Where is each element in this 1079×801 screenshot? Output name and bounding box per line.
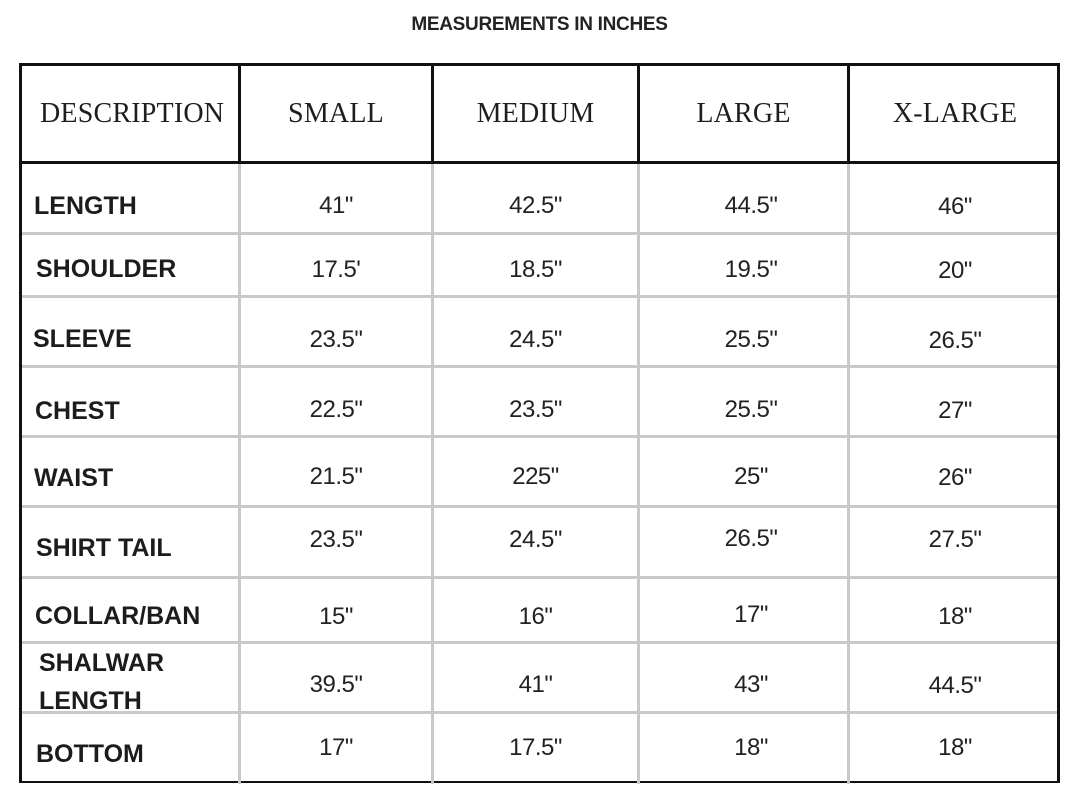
cell-collar-large: 17" xyxy=(734,601,768,628)
cell-shirt-tail-small: 23.5" xyxy=(309,526,363,553)
cell-collar-small: 15" xyxy=(319,603,353,630)
row-divider xyxy=(22,641,1057,644)
row-label-shalwar-length: LENGTH xyxy=(39,687,142,715)
cell-shalwar-x-large: 44.5" xyxy=(928,672,982,699)
cell-waist-large: 25" xyxy=(734,463,768,490)
row-label-chest: CHEST xyxy=(35,397,120,425)
cell-bottom-small: 17" xyxy=(319,734,353,761)
cell-shoulder-medium: 18.5" xyxy=(509,256,562,283)
cell-bottom-large: 18" xyxy=(734,734,768,761)
header-divider xyxy=(847,66,850,161)
column-header-medium: MEDIUM xyxy=(476,97,595,129)
cell-length-x-large: 46" xyxy=(938,193,972,220)
header-divider xyxy=(431,66,434,161)
row-label-sleeve: SLEEVE xyxy=(33,325,132,353)
cell-shalwar-medium: 41" xyxy=(518,671,553,698)
column-header-description: DESCRIPTION xyxy=(40,97,225,129)
cell-shirt-tail-medium: 24.5" xyxy=(509,526,562,553)
row-divider xyxy=(22,232,1057,235)
size-chart-table xyxy=(19,63,1060,783)
cell-collar-medium: 16" xyxy=(518,603,553,630)
cell-shirt-tail-large: 26.5" xyxy=(724,525,778,552)
column-header-large: LARGE xyxy=(696,97,791,129)
cell-sleeve-medium: 24.5" xyxy=(509,326,562,353)
column-header-small: SMALL xyxy=(288,97,384,129)
cell-length-medium: 42.5" xyxy=(509,192,562,219)
row-divider xyxy=(22,435,1057,438)
row-label-shirt-tail: SHIRT TAIL xyxy=(36,534,172,562)
cell-shirt-tail-x-large: 27.5" xyxy=(928,526,982,553)
header-divider xyxy=(238,66,241,161)
column-header-x-large: X-LARGE xyxy=(892,97,1018,129)
cell-waist-small: 21.5" xyxy=(309,463,363,490)
row-label-collar-ban: COLLAR/BAN xyxy=(35,602,201,630)
cell-bottom-medium: 17.5" xyxy=(509,734,562,761)
row-divider xyxy=(22,576,1057,579)
header-divider xyxy=(637,66,640,161)
cell-bottom-x-large: 18" xyxy=(938,734,972,761)
row-divider xyxy=(22,505,1057,508)
cell-length-small: 41" xyxy=(319,192,353,219)
cell-shoulder-large: 19.5" xyxy=(724,256,778,283)
row-divider xyxy=(22,711,1057,714)
cell-shoulder-x-large: 20" xyxy=(938,257,972,284)
cell-waist-medium: 225" xyxy=(512,463,559,490)
cell-sleeve-small: 23.5" xyxy=(309,326,363,353)
cell-waist-x-large: 26" xyxy=(938,464,972,491)
cell-chest-large: 25.5" xyxy=(724,396,778,423)
row-label-bottom: BOTTOM xyxy=(36,740,144,768)
row-divider xyxy=(22,365,1057,368)
cell-chest-small: 22.5" xyxy=(309,396,363,423)
cell-shalwar-small: 39.5" xyxy=(309,671,363,698)
cell-shoulder-small: 17.5' xyxy=(311,256,361,283)
page-title: MEASUREMENTS IN INCHES xyxy=(411,14,668,35)
cell-chest-medium: 23.5" xyxy=(509,396,562,423)
table-header-row xyxy=(22,66,1057,164)
cell-chest-x-large: 27" xyxy=(938,397,972,424)
row-label-length: LENGTH xyxy=(34,192,137,220)
cell-sleeve-large: 25.5" xyxy=(724,326,778,353)
row-label-shalwar: SHALWAR xyxy=(39,649,164,677)
cell-collar-x-large: 18" xyxy=(938,603,972,630)
row-label-waist: WAIST xyxy=(34,464,114,492)
cell-shalwar-large: 43" xyxy=(734,671,768,698)
cell-sleeve-x-large: 26.5" xyxy=(928,327,982,354)
row-divider xyxy=(22,295,1057,298)
row-label-shoulder: SHOULDER xyxy=(36,255,177,283)
cell-length-large: 44.5" xyxy=(724,192,778,219)
